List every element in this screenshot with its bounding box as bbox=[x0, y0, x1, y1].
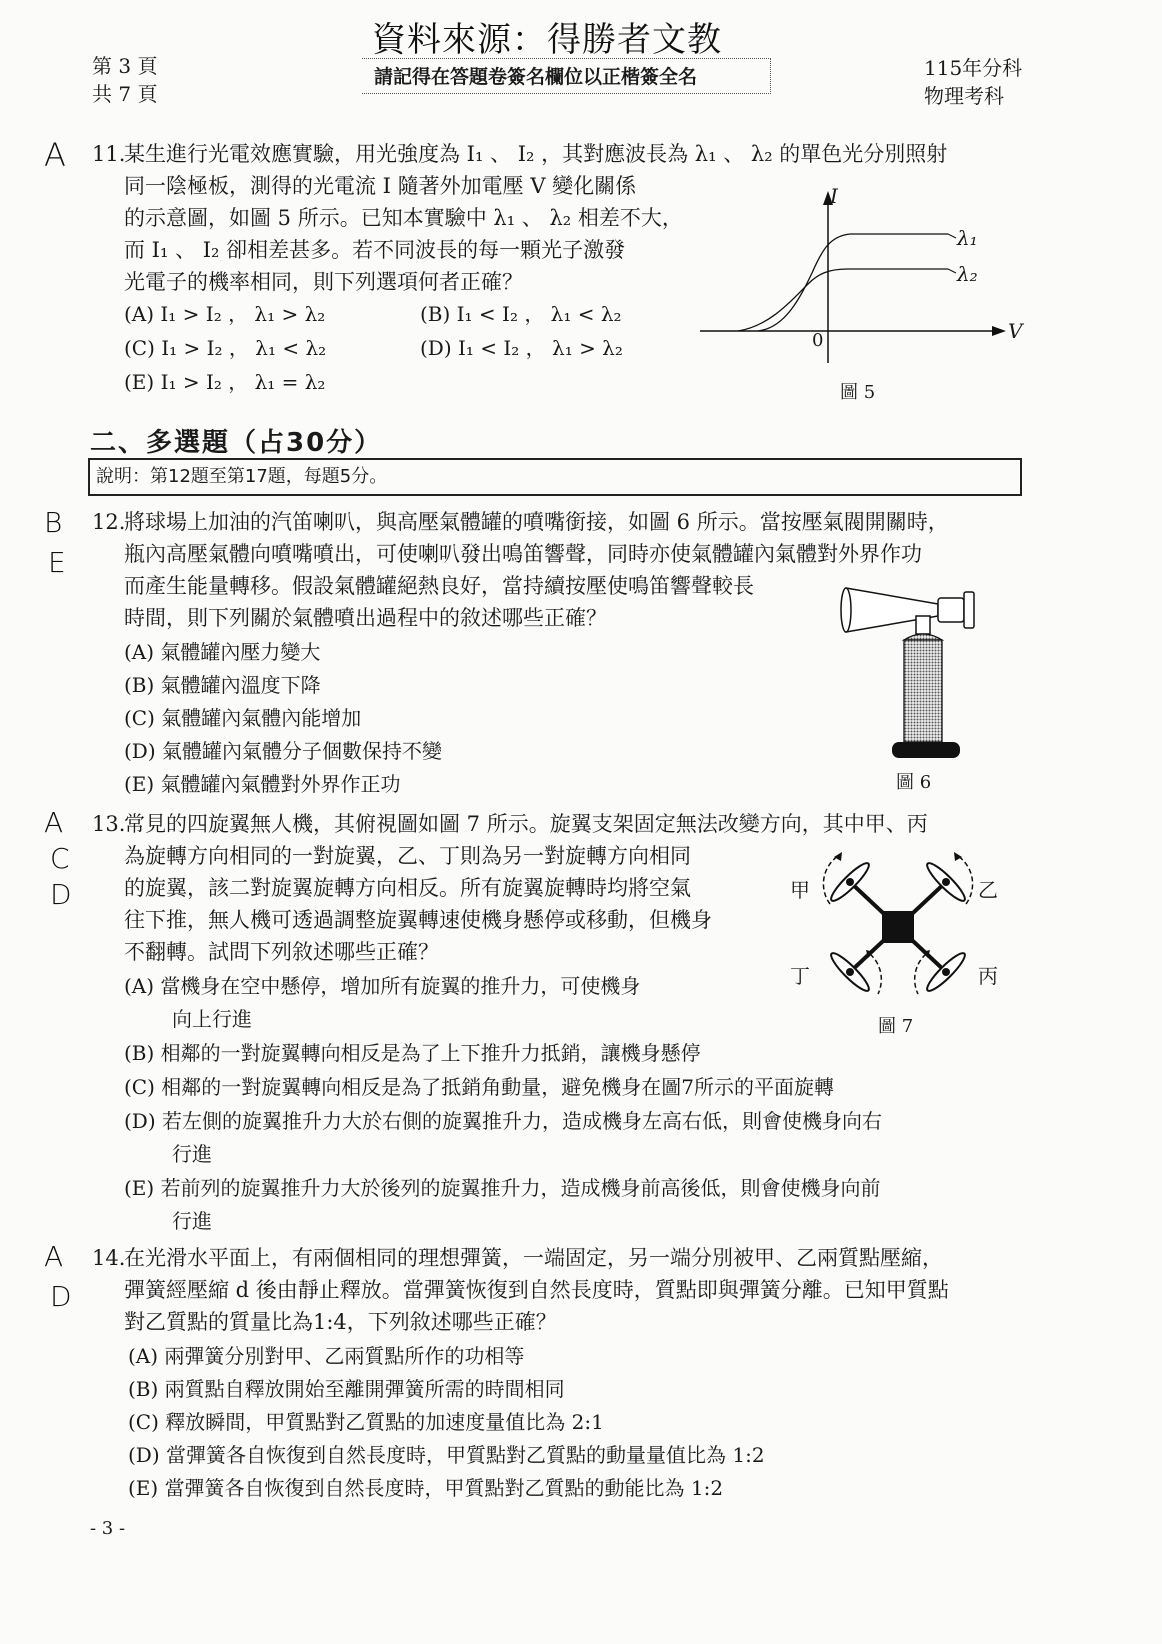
q12-number: 12. bbox=[92, 510, 126, 534]
q11-number: 11. bbox=[92, 142, 126, 166]
q12-option-a: (A) 氣體罐內壓力變大 bbox=[124, 640, 321, 664]
section-title: 二、多選題（占30分） bbox=[90, 428, 383, 458]
q12-option-b: (B) 氣體罐內溫度下降 bbox=[124, 673, 321, 697]
q14-option-b: (B) 兩質點自釋放開始至離開彈簧所需的時間相同 bbox=[128, 1377, 565, 1401]
figure-7-spin-arrow-bing bbox=[915, 954, 926, 994]
figure-5-v-arrow bbox=[992, 326, 1006, 336]
exam-year-label: 115年分科 bbox=[924, 56, 1023, 80]
q13-line-3: 的旋翼，該二對旋翼旋轉方向相反。所有旋翼旋轉時均將空氣 bbox=[124, 876, 691, 900]
q13-option-e-cont: 行進 bbox=[172, 1209, 212, 1233]
q14-option-c: (C) 釋放瞬間，甲質點對乙質點的加速度量值比為 2:1 bbox=[128, 1410, 604, 1434]
figure-7-label-ding: 丁 bbox=[790, 964, 810, 988]
figure-5-x-label: V bbox=[1008, 319, 1023, 343]
subject-label: 物理考科 bbox=[924, 84, 1004, 108]
figure-5-lambda2-label: λ₂ bbox=[957, 262, 978, 286]
q11-option-d: (D) I₁ < I₂ ， λ₁ > λ₂ bbox=[420, 336, 623, 360]
figure-7-quadcopter bbox=[808, 842, 988, 1012]
sign-note-text: 請記得在答題卷簽名欄位以正楷簽全名 bbox=[374, 66, 698, 88]
q12-line-1: 將球場上加油的汽笛喇叭，與高壓氣體罐的噴嘴銜接，如圖 6 所示。當按壓氣閥開關時， bbox=[124, 510, 949, 534]
q12-option-c: (C) 氣體罐內氣體內能增加 bbox=[124, 706, 362, 730]
q13-line-5: 不翻轉。試問下列敘述哪些正確？ bbox=[124, 940, 439, 964]
figure-6-can-shoulder bbox=[904, 634, 942, 640]
q11-line-5: 光電子的機率相同，則下列選項何者正確？ bbox=[124, 270, 523, 294]
page-label: 第 3 頁 bbox=[92, 54, 158, 78]
figure-7-label-bing: 丙 bbox=[978, 964, 998, 988]
figure-5-leader-1 bbox=[948, 234, 956, 238]
q14-line-3: 對乙質點的質量比為1:4，下列敘述哪些正確？ bbox=[124, 1310, 557, 1334]
q14-line-1: 在光滑水平面上，有兩個相同的理想彈簧，一端固定，另一端分別被甲、乙兩質點壓縮， bbox=[124, 1246, 943, 1270]
q14-number: 14. bbox=[92, 1246, 126, 1270]
figure-7-label-jia: 甲 bbox=[790, 878, 810, 902]
figure-5-caption: 圖 5 bbox=[840, 382, 876, 403]
q11-line-1: 某生進行光電效應實驗，用光強度為 I₁ 、 I₂ ，其對應波長為 λ₁ 、 λ₂ 的單色光分別照射 bbox=[124, 142, 948, 166]
q11-option-e: (E) I₁ > I₂ ， λ₁ = λ₂ bbox=[124, 370, 326, 394]
q13-option-d: (D) 若左側的旋翼推升力大於右側的旋翼推升力，造成機身左高右低，則會使機身向右 bbox=[124, 1109, 882, 1133]
q14-option-e: (E) 當彈簧各自恢復到自然長度時，甲質點對乙質點的動能比為 1:2 bbox=[128, 1476, 724, 1500]
q14-option-d: (D) 當彈簧各自恢復到自然長度時，甲質點對乙質點的動量量值比為 1:2 bbox=[128, 1443, 765, 1467]
figure-6-horn-head bbox=[938, 598, 964, 622]
figure-6-caption: 圖 6 bbox=[896, 772, 932, 793]
q13-line-4: 往下推，無人機可透過調整旋翼轉速使機身懸停或移動，但機身 bbox=[124, 908, 712, 932]
q13-number: 13. bbox=[92, 812, 126, 836]
answer-mark-q14-2: D bbox=[50, 1280, 72, 1313]
figure-6-valve bbox=[916, 616, 930, 634]
q11-line-4: 而 I₁ 、 I₂ 卻相差甚多。若不同波長的每一顆光子激發 bbox=[124, 238, 626, 262]
q13-option-a-cont: 向上行進 bbox=[172, 1007, 252, 1031]
q13-line-1: 常見的四旋翼無人機，其俯視圖如圖 7 所示。旋翼支架固定無法改變方向，其中甲、丙 bbox=[124, 812, 928, 836]
q11-line-2: 同一陰極板，測得的光電流 I 隨著外加電壓 V 變化關係 bbox=[124, 174, 637, 198]
page-number-footer: - 3 - bbox=[90, 1518, 126, 1539]
q12-option-d: (D) 氣體罐內氣體分子個數保持不變 bbox=[124, 739, 442, 763]
q12-line-2: 瓶內高壓氣體向噴嘴噴出，可使喇叭發出鳴笛響聲，同時亦使氣體罐內氣體對外界作功 bbox=[124, 542, 922, 566]
section-note-text: 說明：第12題至第17題，每題5分。 bbox=[96, 466, 388, 487]
q13-option-a: (A) 當機身在空中懸停，增加所有旋翼的推升力，可使機身 bbox=[124, 974, 641, 998]
q13-option-d-cont: 行進 bbox=[172, 1142, 212, 1166]
q12-line-3: 而產生能量轉移。假設氣體罐絕熱良好，當持續按壓使鳴笛響聲較長 bbox=[124, 574, 754, 598]
answer-mark-q13-2: C bbox=[50, 842, 70, 875]
figure-7-spin-arrow-ding bbox=[870, 954, 881, 994]
figure-6-can-body bbox=[904, 640, 942, 742]
answer-mark-q11: A bbox=[44, 136, 66, 174]
q11-option-a: (A) I₁ > I₂ ， λ₁ > λ₂ bbox=[124, 302, 326, 326]
q13-option-c: (C) 相鄰的一對旋翼轉向相反是為了抵銷角動量，避免機身在圖7所示的平面旋轉 bbox=[124, 1075, 834, 1099]
figure-5-origin-label: 0 bbox=[812, 330, 824, 351]
q14-line-2: 彈簧經壓縮 d 後由靜止釋放。當彈簧恢復到自然長度時，質點即與彈簧分離。已知甲質點 bbox=[124, 1278, 949, 1302]
answer-mark-q13-1: A bbox=[44, 806, 64, 839]
answer-mark-q12-2: E bbox=[48, 546, 66, 579]
q13-option-e: (E) 若前列的旋翼推升力大於後列的旋翼推升力，造成機身前高後低，則會使機身向前 bbox=[124, 1176, 881, 1200]
figure-5-leader-2 bbox=[948, 269, 956, 273]
answer-mark-q12-1: B bbox=[44, 506, 63, 539]
q12-option-e: (E) 氣體罐內氣體對外界作正功 bbox=[124, 772, 401, 796]
total-pages-label: 共 7 頁 bbox=[92, 82, 158, 106]
q13-line-2: 為旋轉方向相同的一對旋翼，乙、丁則為另一對旋轉方向相同 bbox=[124, 844, 691, 868]
q11-option-b: (B) I₁ < I₂ ， λ₁ < λ₂ bbox=[420, 302, 622, 326]
figure-5-curve-lambda2 bbox=[738, 269, 948, 331]
figure-5-lambda1-label: λ₁ bbox=[957, 226, 978, 250]
figure-7-label-yi: 乙 bbox=[978, 878, 998, 902]
q13-option-b: (B) 相鄰的一對旋翼轉向相反是為了上下推升力抵銷，讓機身懸停 bbox=[124, 1041, 701, 1065]
figure-6-can-base bbox=[892, 742, 960, 758]
figure-6-horn-mouth bbox=[841, 588, 851, 632]
figure-6-air-horn bbox=[838, 580, 988, 765]
figure-7-caption: 圖 7 bbox=[878, 1016, 914, 1037]
figure-5-curve-lambda1 bbox=[758, 234, 948, 331]
answer-mark-q14-1: A bbox=[44, 1240, 64, 1273]
figure-7-body bbox=[882, 911, 914, 943]
q11-line-3: 的示意圖，如圖 5 所示。已知本實驗中 λ₁ 、 λ₂ 相差不大， bbox=[124, 206, 683, 230]
q14-option-a: (A) 兩彈簧分別對甲、乙兩質點所作的功相等 bbox=[128, 1344, 525, 1368]
source-stamp: 資料來源：得勝者文教 bbox=[372, 20, 722, 60]
answer-mark-q13-3: D bbox=[50, 878, 72, 911]
sign-note bbox=[362, 58, 771, 94]
q11-option-c: (C) I₁ > I₂ ， λ₁ < λ₂ bbox=[124, 336, 327, 360]
figure-6-horn-cap bbox=[964, 592, 974, 628]
figure-5-y-label: I bbox=[830, 184, 838, 208]
section-note-box bbox=[88, 458, 1022, 496]
q12-line-4: 時間，則下列關於氣體噴出過程中的敘述哪些正確？ bbox=[124, 606, 607, 630]
